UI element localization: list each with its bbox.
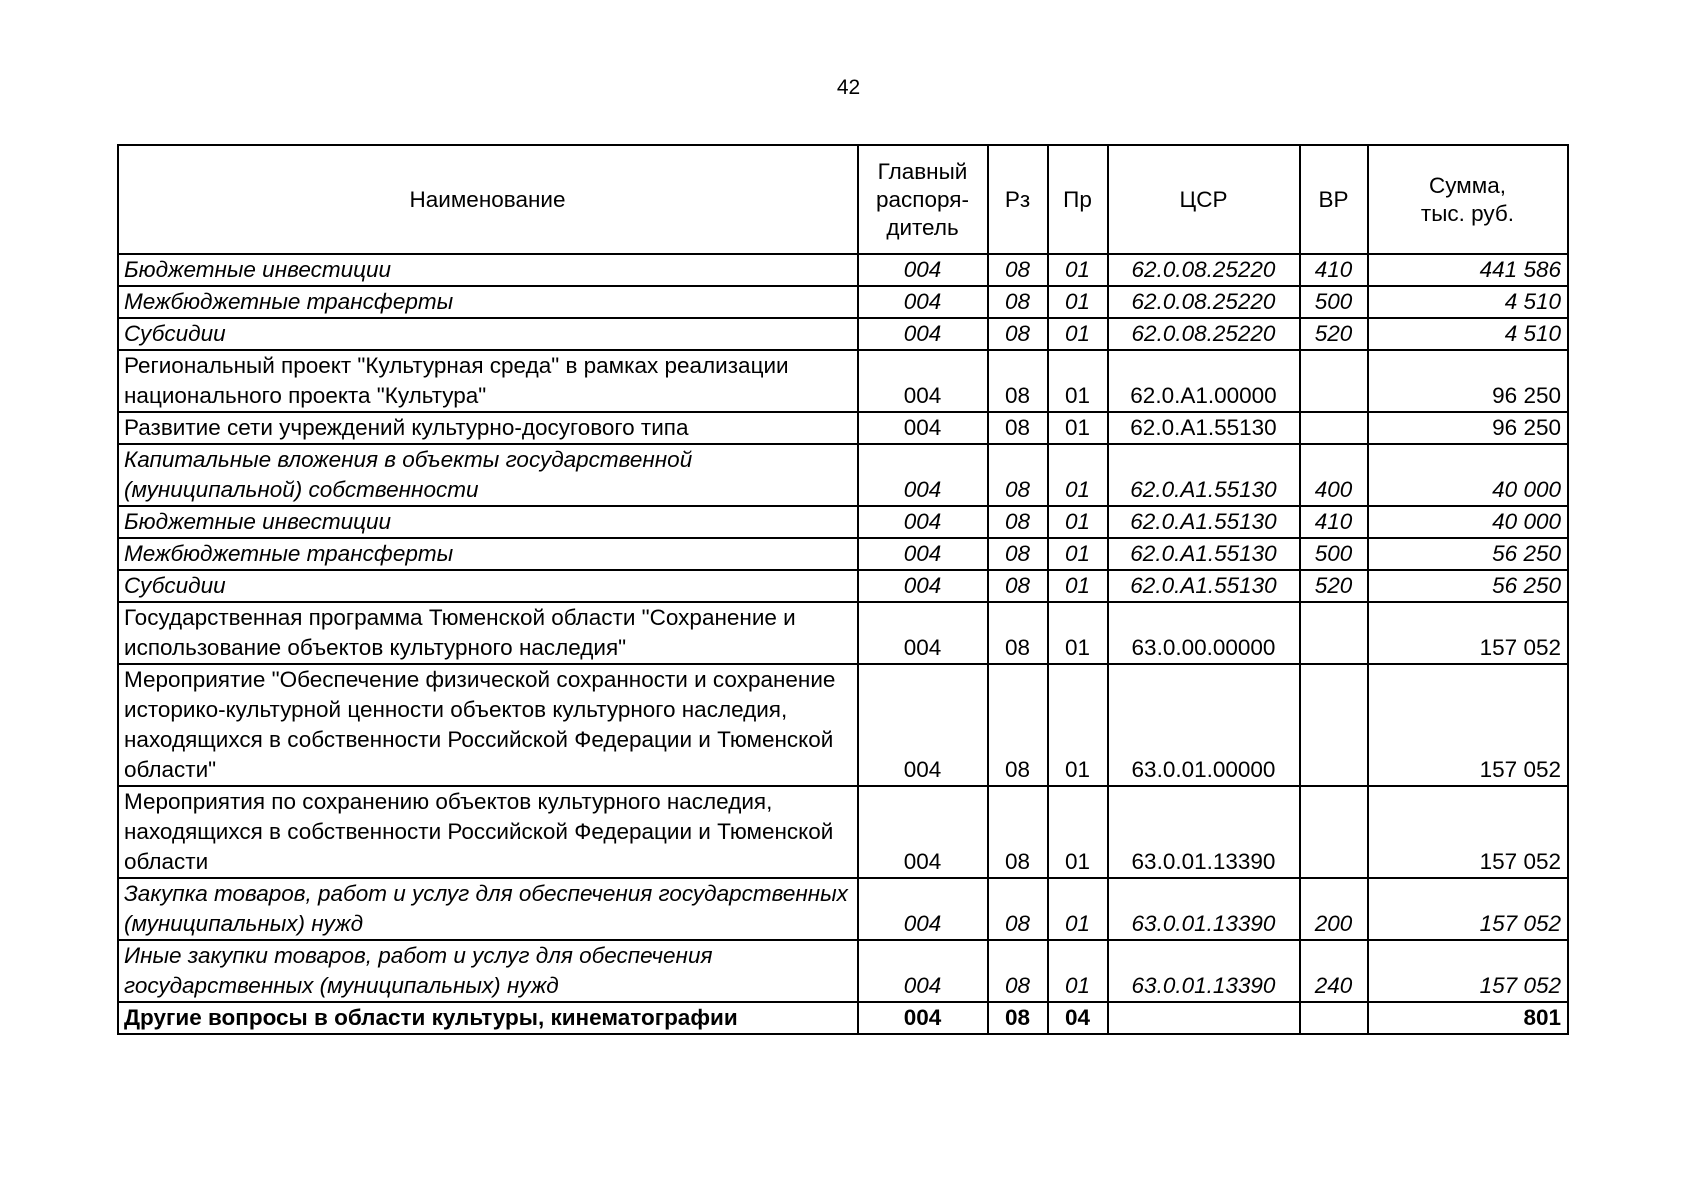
cell-name: Бюджетные инвестиции [118,254,858,286]
cell-sum: 157 052 [1368,786,1568,878]
cell-vr: 200 [1300,878,1368,940]
cell-csr: 62.0.08.25220 [1108,286,1300,318]
cell-chief-manager: 004 [858,940,988,1002]
cell-name: Развитие сети учреждений культурно-досугового типа [118,412,858,444]
cell-vr: 400 [1300,444,1368,506]
table-header [118,145,1568,254]
cell-vr: 500 [1300,538,1368,570]
cell-rz: 08 [988,254,1048,286]
cell-rz: 08 [988,286,1048,318]
cell-rz: 08 [988,786,1048,878]
cell-csr: 62.0.A1.55130 [1108,506,1300,538]
cell-vr: 520 [1300,570,1368,602]
table-row [118,602,1568,664]
cell-chief-manager: 004 [858,318,988,350]
cell-rz: 08 [988,570,1048,602]
cell-name: Мероприятия по сохранению объектов культурного наследия, находящихся в собственности Российской Федерации и Тюменской области [118,786,858,878]
cell-chief-manager: 004 [858,286,988,318]
cell-sum: 96 250 [1368,412,1568,444]
cell-name: Межбюджетные трансферты [118,538,858,570]
cell-pr: 01 [1048,570,1108,602]
cell-pr: 01 [1048,412,1108,444]
table-row [118,538,1568,570]
cell-chief-manager: 004 [858,350,988,412]
cell-sum: 40 000 [1368,444,1568,506]
cell-sum: 157 052 [1368,602,1568,664]
cell-chief-manager: 004 [858,786,988,878]
header-vr: ВР [1300,145,1368,254]
table-row [118,412,1568,444]
cell-chief-manager: 004 [858,602,988,664]
cell-vr: 410 [1300,254,1368,286]
cell-chief-manager: 004 [858,506,988,538]
cell-pr: 01 [1048,350,1108,412]
cell-pr: 04 [1048,1002,1108,1034]
cell-sum: 96 250 [1368,350,1568,412]
cell-chief-manager: 004 [858,254,988,286]
cell-name: Иные закупки товаров, работ и услуг для обеспечения государственных (муниципальных) нужд [118,940,858,1002]
cell-rz: 08 [988,538,1048,570]
table-row [118,506,1568,538]
cell-csr: 62.0.A1.55130 [1108,538,1300,570]
cell-name: Другие вопросы в области культуры, кинематографии [118,1002,858,1034]
cell-chief-manager: 004 [858,538,988,570]
table-row [118,570,1568,602]
cell-vr: 520 [1300,318,1368,350]
cell-rz: 08 [988,1002,1048,1034]
cell-vr [1300,786,1368,878]
cell-pr: 01 [1048,444,1108,506]
table-row [118,318,1568,350]
cell-csr: 62.0.08.25220 [1108,254,1300,286]
cell-sum: 40 000 [1368,506,1568,538]
cell-csr: 63.0.01.13390 [1108,786,1300,878]
cell-rz: 08 [988,878,1048,940]
table-row [118,444,1568,506]
cell-name: Бюджетные инвестиции [118,506,858,538]
page-number: 42 [836,76,861,99]
cell-name: Мероприятие "Обеспечение физической сохранности и сохранение историко-культурной ценности объектов культурного наследия, находящихся в собственности Российской Федерации и Тюменской области" [118,664,858,786]
table-row [118,664,1568,786]
cell-pr: 01 [1048,786,1108,878]
header-csr: ЦСР [1108,145,1300,254]
cell-vr [1300,350,1368,412]
cell-rz: 08 [988,350,1048,412]
cell-pr: 01 [1048,538,1108,570]
budget-table [117,144,1569,1035]
table-row [118,786,1568,878]
cell-sum: 441 586 [1368,254,1568,286]
cell-csr: 63.0.01.13390 [1108,940,1300,1002]
cell-chief-manager: 004 [858,1002,988,1034]
cell-csr: 62.0.A1.55130 [1108,570,1300,602]
cell-pr: 01 [1048,878,1108,940]
cell-rz: 08 [988,940,1048,1002]
cell-rz: 08 [988,506,1048,538]
table-row [118,254,1568,286]
cell-csr: 63.0.00.00000 [1108,602,1300,664]
cell-name: Закупка товаров, работ и услуг для обеспечения государственных (муниципальных) нужд [118,878,858,940]
table-row [118,878,1568,940]
cell-rz: 08 [988,412,1048,444]
cell-sum: 157 052 [1368,878,1568,940]
cell-pr: 01 [1048,254,1108,286]
header-pr: Пр [1048,145,1108,254]
cell-pr: 01 [1048,506,1108,538]
cell-vr [1300,412,1368,444]
table-row [118,940,1568,1002]
cell-vr [1300,602,1368,664]
cell-name: Субсидии [118,570,858,602]
cell-rz: 08 [988,444,1048,506]
table-row [118,286,1568,318]
cell-vr: 240 [1300,940,1368,1002]
header-rz: Рз [988,145,1048,254]
cell-rz: 08 [988,318,1048,350]
cell-sum: 56 250 [1368,538,1568,570]
cell-pr: 01 [1048,318,1108,350]
cell-pr: 01 [1048,664,1108,786]
cell-name: Межбюджетные трансферты [118,286,858,318]
cell-sum: 801 [1368,1002,1568,1034]
cell-chief-manager: 004 [858,664,988,786]
cell-sum: 56 250 [1368,570,1568,602]
cell-rz: 08 [988,602,1048,664]
header-sum: Сумма, тыс. руб. [1368,145,1568,254]
cell-csr: 62.0.A1.55130 [1108,444,1300,506]
cell-csr: 62.0.A1.00000 [1108,350,1300,412]
cell-sum: 4 510 [1368,286,1568,318]
cell-csr [1108,1002,1300,1034]
cell-pr: 01 [1048,602,1108,664]
cell-name: Субсидии [118,318,858,350]
cell-chief-manager: 004 [858,878,988,940]
cell-pr: 01 [1048,940,1108,1002]
cell-csr: 63.0.01.13390 [1108,878,1300,940]
header-name: Наименование [118,145,858,254]
cell-rz: 08 [988,664,1048,786]
cell-sum: 4 510 [1368,318,1568,350]
cell-chief-manager: 004 [858,444,988,506]
cell-name: Региональный проект "Культурная среда" в рамках реализации национального проекта "Культура" [118,350,858,412]
header-row [118,145,1568,254]
cell-csr: 63.0.01.00000 [1108,664,1300,786]
table-body [118,254,1568,1034]
cell-chief-manager: 004 [858,412,988,444]
cell-pr: 01 [1048,286,1108,318]
cell-sum: 157 052 [1368,940,1568,1002]
header-chief-manager: Главный распоря- дитель [858,145,988,254]
table-row [118,1002,1568,1034]
table-row [118,350,1568,412]
cell-csr: 62.0.08.25220 [1108,318,1300,350]
cell-vr: 410 [1300,506,1368,538]
cell-chief-manager: 004 [858,570,988,602]
cell-name: Капитальные вложения в объекты государственной (муниципальной) собственности [118,444,858,506]
cell-vr [1300,664,1368,786]
cell-vr [1300,1002,1368,1034]
cell-vr: 500 [1300,286,1368,318]
cell-sum: 157 052 [1368,664,1568,786]
cell-name: Государственная программа Тюменской области "Сохранение и использование объектов культурного наследия" [118,602,858,664]
cell-csr: 62.0.A1.55130 [1108,412,1300,444]
